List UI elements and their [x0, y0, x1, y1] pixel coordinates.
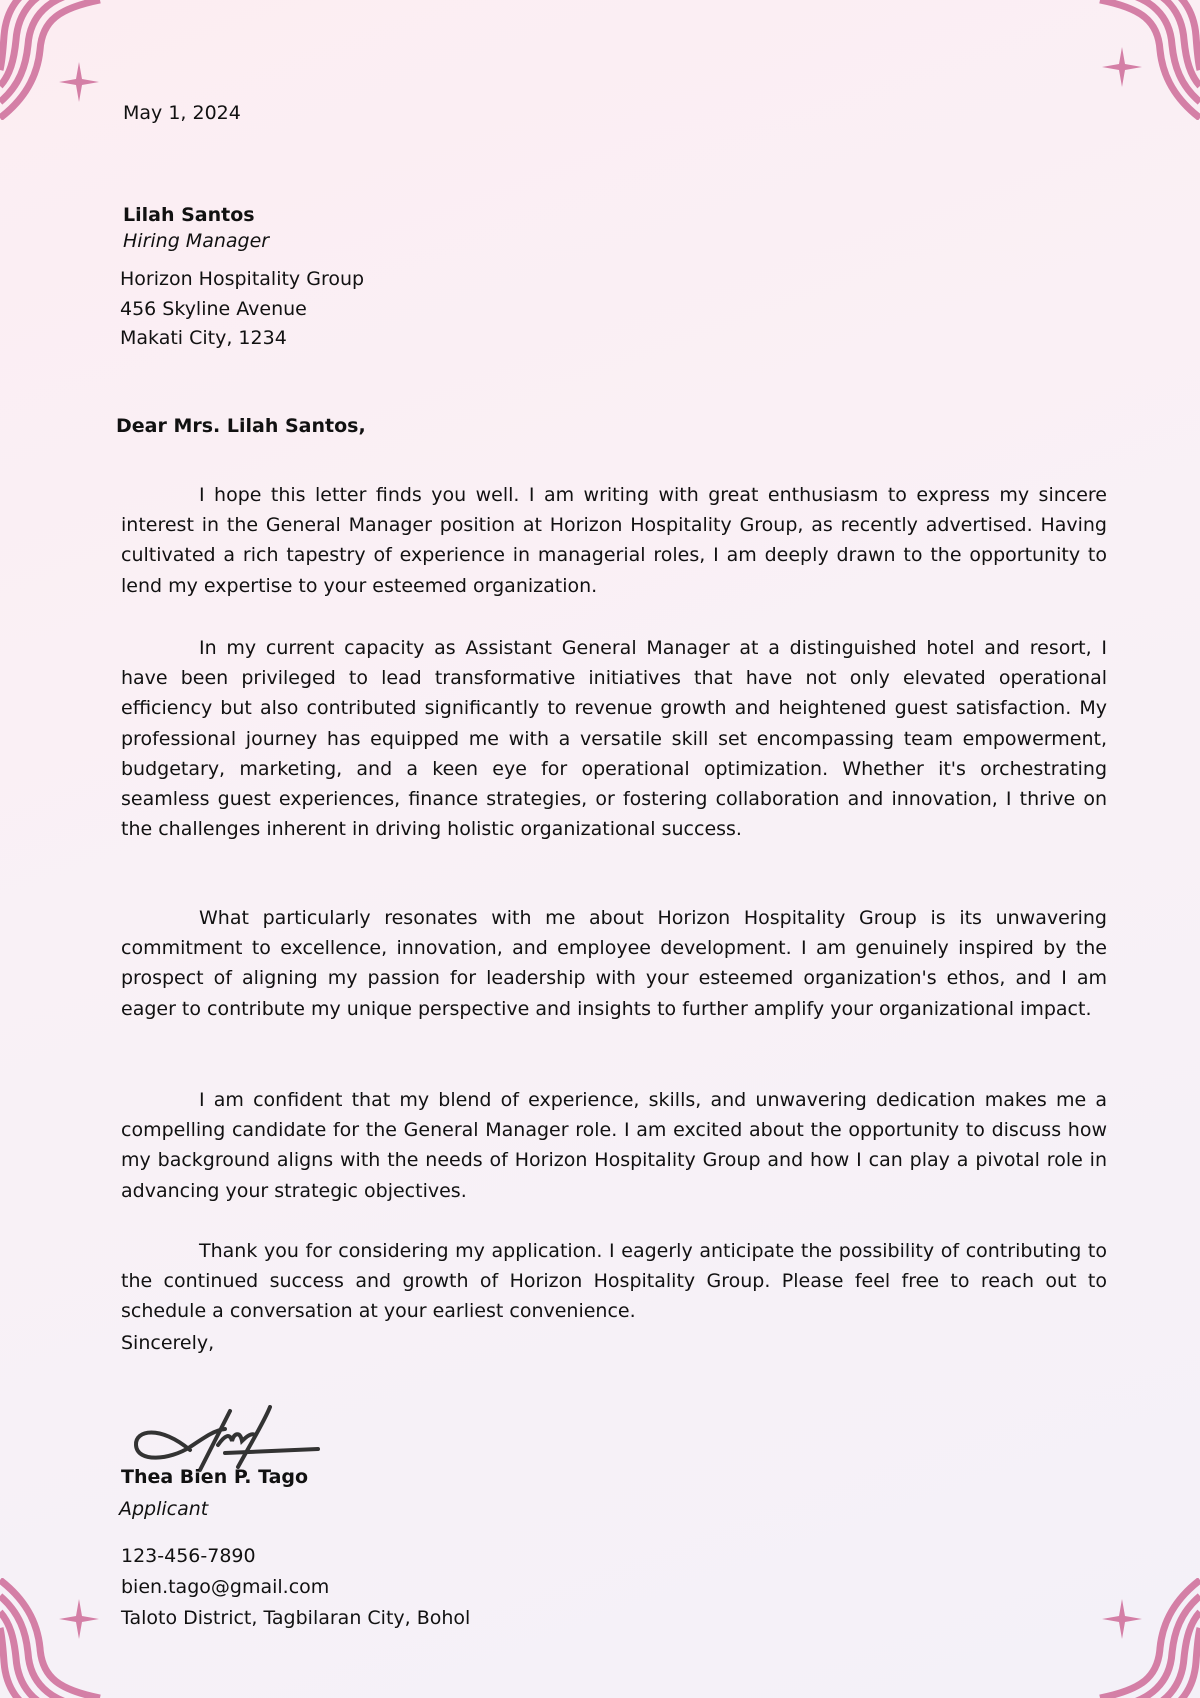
- body-paragraph: Thank you for considering my application. I eagerly anticipate the possibility of contributing to the continued success and growth of Horizon Hospitality Group. Please feel free to reach out to schedule a conversation at your earliest convenience.: [121, 1240, 1107, 1323]
- letter-date: May 1, 2024: [123, 102, 241, 124]
- sender-email: bien.tago@gmail.com: [121, 1576, 330, 1598]
- sparkle-icon: [1100, 45, 1144, 89]
- recipient-company: Horizon Hospitality Group: [120, 268, 365, 290]
- sparkle-icon: [57, 1597, 101, 1641]
- recipient-name: Lilah Santos: [123, 204, 255, 226]
- recipient-title: Hiring Manager: [123, 230, 270, 252]
- body-paragraph: I am confident that my blend of experience, skills, and unwavering dedication makes me a compelling candidate for the General Manager role. I am excited about the opportunity to discuss how my background aligns with the needs of Horizon Hospitality Group and how I can play a pivotal role in advancing your strategic objectives.: [121, 1089, 1107, 1202]
- sparkle-icon: [1100, 1597, 1144, 1641]
- salutation: Dear Mrs. Lilah Santos,: [116, 415, 366, 437]
- body-paragraph: I hope this letter finds you well. I am writing with great enthusiasm to express my sincere interest in the General Manager position at Horizon Hospitality Group, as recently advertised. Having cultivated a rich tapestry of experience in managerial roles, I am deeply drawn to the opportunity to lend my expertise to your esteemed organization.: [121, 484, 1107, 597]
- recipient-address-line1: 456 Skyline Avenue: [120, 298, 307, 320]
- sparkle-icon: [57, 60, 101, 104]
- recipient-address-line2: Makati City, 1234: [120, 327, 287, 349]
- sender-title: Applicant: [119, 1498, 209, 1520]
- sender-phone: 123-456-7890: [121, 1545, 256, 1567]
- body-paragraph: In my current capacity as Assistant General Manager at a distinguished hotel and resort, I have been privileged to lead transformative initiatives that have not only elevated operational efficiency but also contributed significantly to revenue growth and heightened guest satisfaction. My professional journey has equipped me with a versatile skill set encompassing team empowerment, budgetary, marketing, and a keen eye for operational optimization. Whether it's orchestrating seamless guest experiences, finance strategies, or fostering collaboration and innovation, I thrive on the challenges inherent in driving holistic organizational success.: [121, 637, 1107, 841]
- sender-address: Taloto District, Tagbilaran City, Bohol: [121, 1607, 471, 1629]
- body-paragraph: What particularly resonates with me about Horizon Hospitality Group is its unwavering commitment to excellence, innovation, and employee development. I am genuinely inspired by the prospect of aligning my passion for leadership with your esteemed organization's ethos, and I am eager to contribute my unique perspective and insights to further amplify your organizational impact.: [121, 907, 1107, 1020]
- closing: Sincerely,: [121, 1332, 215, 1354]
- sender-name: Thea Bien P. Tago: [121, 1466, 309, 1488]
